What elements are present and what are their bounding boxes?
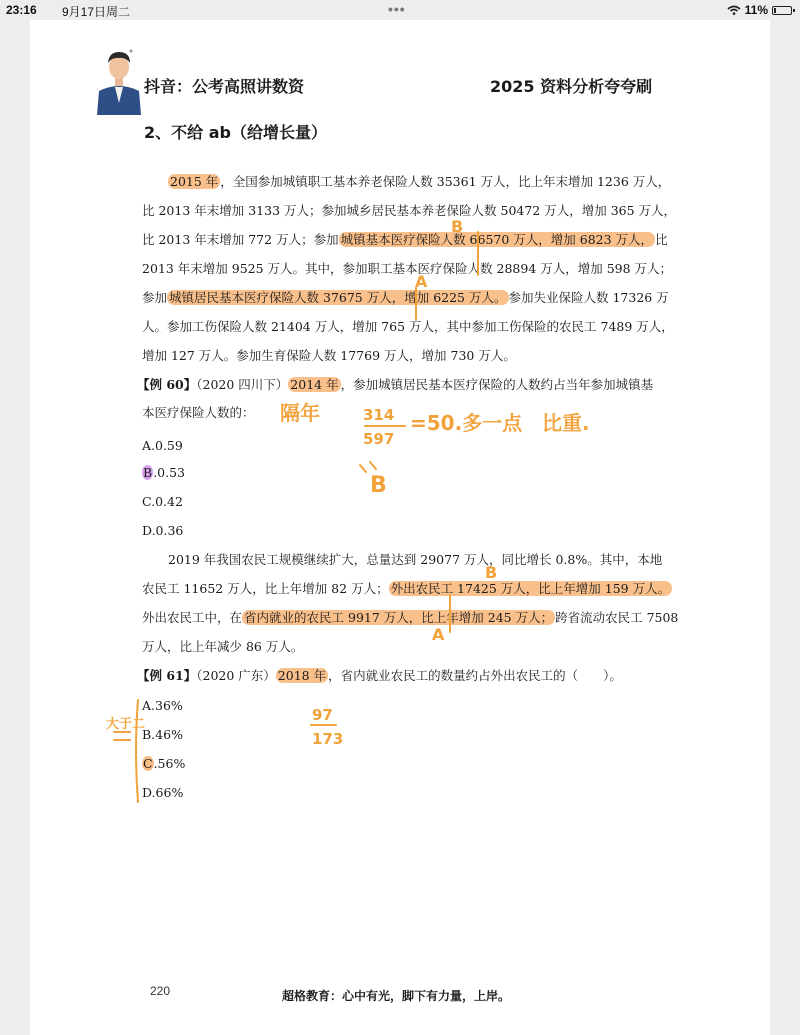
answer-mark: B — [370, 473, 387, 498]
highlight-urban-medical: 城镇基本医疗保险人数 66570 万人，增加 6823 万人， — [340, 232, 654, 247]
letter-a-2: A — [432, 625, 445, 644]
margin-bracket — [136, 700, 138, 802]
battery-percent: 11% — [744, 3, 768, 17]
example61-tag: 【例 61】 — [137, 668, 197, 683]
example60-option-d[interactable]: D.0.36 — [142, 523, 184, 538]
passage2-line3: 外出农民工中，在 省内就业的农民工 9917 万人，比上年增加 245 万人； 跨省流动农民工 7508 — [142, 610, 679, 625]
margin-strokes — [114, 732, 130, 740]
status-date: 9月17日周二 — [62, 5, 131, 19]
passage1-line3: 比 2013 年末增加 772 万人；参加 城镇基本医疗保险人数 66570 万人，增加 6823 万人， 比 — [142, 232, 668, 247]
passage1-line1: 2015 年 ，全国参加城镇职工基本养老保险人数 35361 万人，比上年末增加 1236 万人， — [170, 174, 671, 189]
fraction2-numerator: 97 — [312, 706, 333, 724]
example60-option-c[interactable]: C.0.42 — [142, 494, 183, 509]
highlight-year-2015: 2015 年 — [170, 174, 219, 189]
passage1-line2: 比 2013 年末增加 3133 万人；参加城乡居民基本养老保险人数 50472 万人，增加 365 万人， — [142, 203, 677, 218]
highlight-migrant-workers: 外出农民工 17425 万人，比上年增加 159 万人。 — [390, 581, 671, 596]
passage1-line6: 人。参加工伤保险人数 21404 万人，增加 765 万人，其中参加工伤保险的农民工 7489 万人， — [142, 319, 674, 334]
passage2-line1: 2019 年我国农民工规模继续扩大，总量达到 29077 万人，同比增长 0.8%。其中，本地 — [168, 552, 663, 567]
document-page[interactable] — [30, 20, 770, 1035]
example61-option-a[interactable]: A.36% — [142, 698, 183, 713]
status-bar — [0, 0, 800, 20]
battery-icon — [772, 6, 792, 15]
example60-option-a[interactable]: A.0.59 — [142, 438, 183, 453]
footer-motto: 超格教育：心中有光，脚下有力量，上岸。 — [282, 989, 511, 1003]
avatar — [93, 47, 145, 115]
margin-note: 大于二 — [106, 717, 146, 732]
letter-a-1: A — [415, 272, 428, 291]
highlight-year-2014: 2014 年 — [290, 377, 339, 392]
page-number: 220 — [150, 984, 171, 998]
letter-b-1: B — [451, 217, 464, 236]
letter-b-2: B — [485, 563, 498, 582]
example61-option-b[interactable]: B.46% — [142, 727, 183, 742]
fraction1-numerator: 314 — [363, 406, 395, 424]
highlight-year-2018: 2018 年 — [277, 668, 327, 683]
passage2-line2: 农民工 11652 万人，比上年增加 82 万人； 外出农民工 17425 万人，比上年增加 159 万人。 — [142, 581, 671, 596]
formula-label: 隔年 — [280, 401, 320, 425]
highlight-in-province-workers: 省内就业的农民工 9917 万人，比上年增加 245 万人； — [244, 610, 554, 625]
fraction2-denominator: 173 — [312, 730, 344, 748]
fraction1-denominator: 597 — [363, 430, 395, 448]
example60-option-b[interactable]: B.0.53 — [143, 465, 185, 480]
tick-marks — [360, 462, 376, 472]
highlight-resident-medical: 城镇居民基本医疗保险人数 37675 万人，增加 6225 万人。 — [169, 290, 507, 305]
battery-level — [774, 8, 776, 13]
example60-tag: 【例 60】 — [137, 377, 197, 392]
header-title: 2025 资料分析夸夸刷 — [490, 77, 653, 96]
multitask-dots-icon[interactable]: ••• — [388, 1, 406, 17]
formula-tail: 比重. — [542, 411, 590, 435]
formula-result: =50.多一点 — [410, 411, 523, 435]
example60-question-line2: 本医疗保险人数的： — [142, 405, 255, 420]
example61-option-d[interactable]: D.66% — [142, 785, 184, 800]
selected-mark: B — [143, 465, 153, 480]
header-channel: 抖音：公考高照讲数资 — [144, 77, 305, 96]
example61-option-c[interactable]: C.56% — [143, 756, 186, 771]
status-time: 23:16 — [6, 3, 37, 17]
example60-question: 【例 60】（2020 四川下） 2014 年 ，参加城镇居民基本医疗保险的人数约占当年参加城镇基 — [137, 377, 654, 392]
passage2-line4: 万人，比上年减少 86 万人。 — [142, 639, 304, 654]
circled-mark: C — [143, 756, 153, 771]
passage1-line7: 增加 127 万人。参加生育保险人数 17769 万人，增加 730 万人。 — [142, 348, 516, 363]
wifi-icon — [727, 5, 741, 15]
example61-question: 【例 61】（2020 广东） 2018 年 ，省内就业农民工的数量约占外出农民工的（ ）。 — [137, 668, 622, 683]
section-title: 2、不给 ab（给增长量） — [144, 123, 327, 142]
passage1-line4: 2013 年末增加 9525 万人。其中，参加职工基本医疗保险人数 28894 万人，增加 598 万人； — [142, 261, 673, 276]
passage1-line5: 参加 城镇居民基本医疗保险人数 37675 万人，增加 6225 万人。 参加失业保险人数 17326 万 — [142, 290, 669, 305]
